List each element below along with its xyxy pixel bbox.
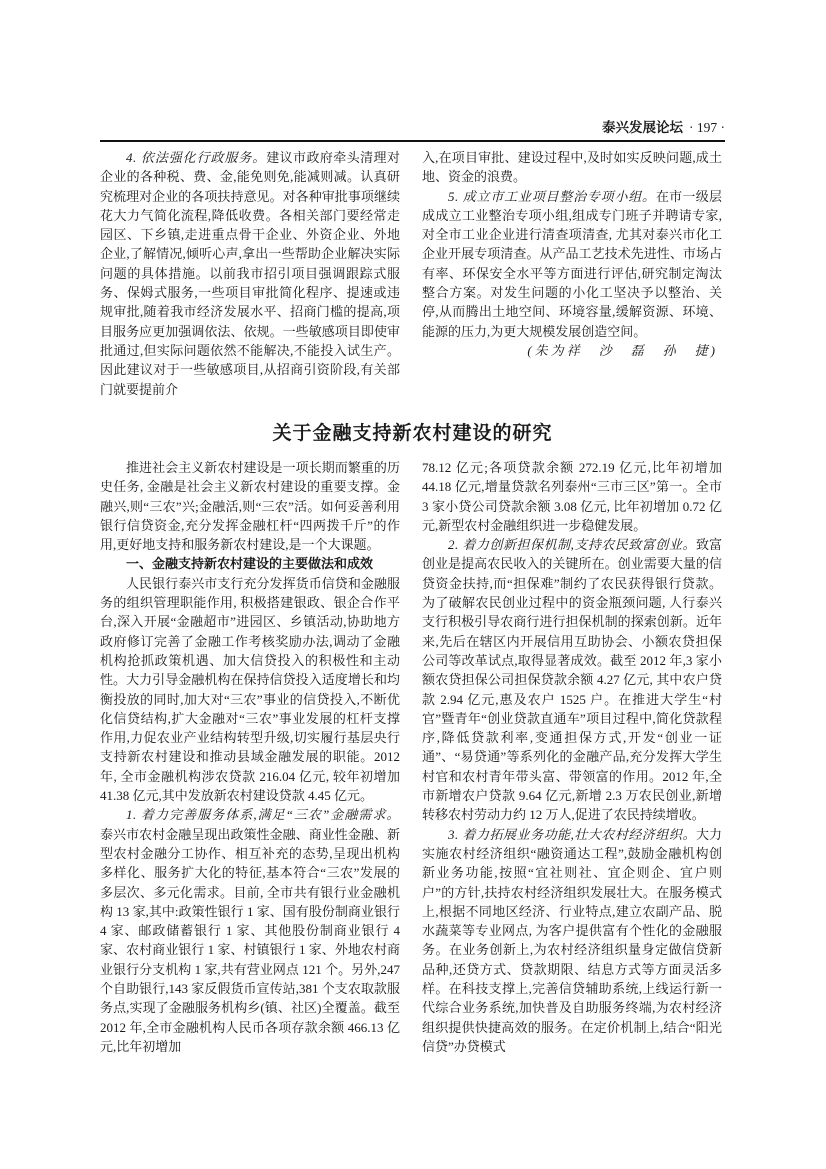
article-left-column xyxy=(100,458,400,1056)
intro-paragraph: 推进社会主义新农村建设是一项长期而繁重的历史任务, 金融是社会主义新农村建设的重要支撑。金融兴,则“三农”兴;金融活,则“三农”活。如何妥善利用银行信贷资金,充分发挥金融杠杆“四两拨千斤”的作用,更好地支持和服务新农村建设,是一个大课题。 xyxy=(100,460,400,553)
paragraph xyxy=(422,535,722,824)
authors: (朱为祥 沙 磊 孙 捷) xyxy=(527,342,718,358)
header-rule xyxy=(100,140,725,142)
paragraph xyxy=(100,148,400,399)
page-number: · 197 · xyxy=(689,120,725,135)
paragraph: 78.12 亿元;各项贷款余额 272.19 亿元,比年初增加 44.18 亿元,增量贷款名列泰州“三市三区”第一。全市 3 家小贷公司贷款余额 3.08 亿元, 比年初增加 0.72 亿元,新型农村金融组织进一步稳健发展。 xyxy=(422,460,722,533)
paragraph xyxy=(422,187,722,341)
paragraph-lead: 2. 着力创新担保机制,支持农民致富创业。 xyxy=(448,537,696,553)
paragraph: 入,在项目审批、建设过程中,及时如实反映问题,成土地、资金的浪费。 xyxy=(422,150,722,185)
paragraph-lead: 5. 成立市工业项目整治专项小组。 xyxy=(448,188,656,204)
paragraph xyxy=(100,805,400,1056)
article-right-column xyxy=(422,458,722,1056)
section-heading: 一、金融支持新农村建设的主要做法和成效 xyxy=(126,556,374,572)
journal-name: 泰兴发展论坛 xyxy=(602,120,683,135)
paragraph-lead: 3. 着力拓展业务功能,壮大农村经济组织。 xyxy=(448,826,696,842)
paragraph xyxy=(422,825,722,1057)
paragraph-text: 致富创业是提高农民收入的关键所在。创业需要大量的信贷资金扶持,而“担保难”制约了农民获得银行贷款。为了破解农民创业过程中的资金瓶颈问题, 人行泰兴支行积极引导农商行进行担保机制的探索创新。近年来,先后在辖区内开展信用互助协会、小额农贷担保公司等改革试点,取得显著成效。截至 2012 年,3 家小额农贷担保公司担保贷款余额 4.27 亿元, 其中农户贷款 2.94 亿元,惠及农户 1525 户。在推进大学生“村官”暨青年“创业贷款直通车”项目过程中,简化贷款程序,降低贷款利率,变通担保方式,开发“创业一证通”、“易贷通”等系列化的金融产品,充分发挥大学生村官和农村青年带头富、带领富的作用。2012 年,全市新增农户贷款 9.64 亿元,新增 2.3 万农民创业,新增转移农村劳动力约 12 万人,促进了农民持续增收。 xyxy=(422,537,722,823)
prev-article-left-column xyxy=(100,148,400,399)
paragraph-lead: 1. 着力完善服务体系,满足“三农”金融需求。 xyxy=(126,807,400,823)
paragraph-text: 建议市政府牵头清理对企业的各种税、费、金,能免则免,能减则减。认真研究梳理对企业的各项扶持意见。对各种审批事项继续花大力气简化流程,降低收费。各相关部门要经常走园区、下乡镇,走进重点骨干企业、外资企业、外地企业,了解情况,倾听心声,拿出一些帮助企业解决实际问题的具体措施。以前我市招引项目强调跟踪式服务、保姆式服务,一些项目审批简化程序、提速或违规审批,随着我市经济发展水平、招商门槛的提高,项目服务应更加强调依法、依规。一些敏感项目即使审批通过,但实际问题依然不能解决,不能投入试生产。因此建议对于一些敏感项目,从招商引资阶段,有关部门就要提前介 xyxy=(100,150,400,397)
running-header xyxy=(100,116,725,138)
paragraph: 人民银行泰兴市支行充分发挥货币信贷和金融服务的组织管理职能作用, 积极搭建银政、银企合作平台,深入开展“金融超市”进园区、乡镇活动,协助地方政府修订完善了金融工作考核奖励办法,调动了金融机构抢抓政策机遇、加大信贷投入的积极性和主动性。大力引导金融机构在保持信贷投入适度增长和均衡投放的同时,加大对“三农”事业的信贷投入,不断优化信贷结构,扩大金融对“三农”事业发展的杠杆支撑作用,力促农业产业结构转型升级,切实履行基层央行支持新农村建设和推动县域金融发展的职能。2012 年, 全市金融机构涉农贷款 216.04 亿元, 较年初增加 41.38 亿元,其中发放新农村建设贷款 4.45 亿元。 xyxy=(100,575,400,804)
paragraph-lead: 4. 依法强化行政服务。 xyxy=(126,150,267,165)
article-title: 关于金融支持新农村建设的研究 xyxy=(272,423,553,444)
paragraph-text: 泰兴市农村金融呈现出政策性金融、商业性金融、新型农村金融分工协作、相互补充的态势,呈现出机构多样化、服务扩大化的特征,基本符合“三农”发展的多层次、多元化需求。目前, 全市共有银行业金融机构 13 家,其中:政策性银行 1 家、国有股份制商业银行 4 家、邮政储蓄银行 1 家、其他股份制商业银行 4 家、农村商业银行 1 家、村镇银行 1 家、外地农村商业银行分支机构 1 家,共有营业网点 121 个。另外,247 个自助银行,143 家反假货币宣传站,381 个支农取款服务点,实现了金融服务机构乡(镇、社区)全覆盖。截至 2012 年,全市金融机构人民币各项存款余额 466.13 亿元,比年初增加 xyxy=(100,826,400,1054)
paragraph-text: 大力实施农村经济组织“融资通达工程”,鼓励金融机构创新业务功能,按照“宜社则社、宜企则企、宜户则户”的方针,扶持农村经济组织发展壮大。在服务模式上,根据不同地区经济、行业特点,建立农副产品、脱水蔬菜等专业网点, 为客户提供富有个性化的金融服务。在业务创新上,为农村经济组织量身定做信贷新品种,还贷方式、贷款期限、结息方式等方面灵活多样。在科技支撑上,完善信贷辅助系统,上线运行新一代综合业务系统,加快普及自助服务终端,为农村经济组织提供快捷高效的服务。在定价机制上,结合“阳光信贷”办贷模式 xyxy=(422,826,722,1054)
paragraph-text: 在市一级层成成立工业整治专项小组,组成专门班子并聘请专家,对全市工业企业进行清查项清查, 尤其对泰兴市化工企业开展专项清查。从产品工艺技术先进性、市场占有率、环保安全水平等方面进行评估,研究制定淘汰整合方案。对发生问题的小化工坚决予以整治、关停,从而腾出土地空间、环境容量,缓解资源、环境、能源的压力,为更大规模发展创造空间。 xyxy=(422,188,722,339)
prev-article-right-column xyxy=(422,148,722,360)
